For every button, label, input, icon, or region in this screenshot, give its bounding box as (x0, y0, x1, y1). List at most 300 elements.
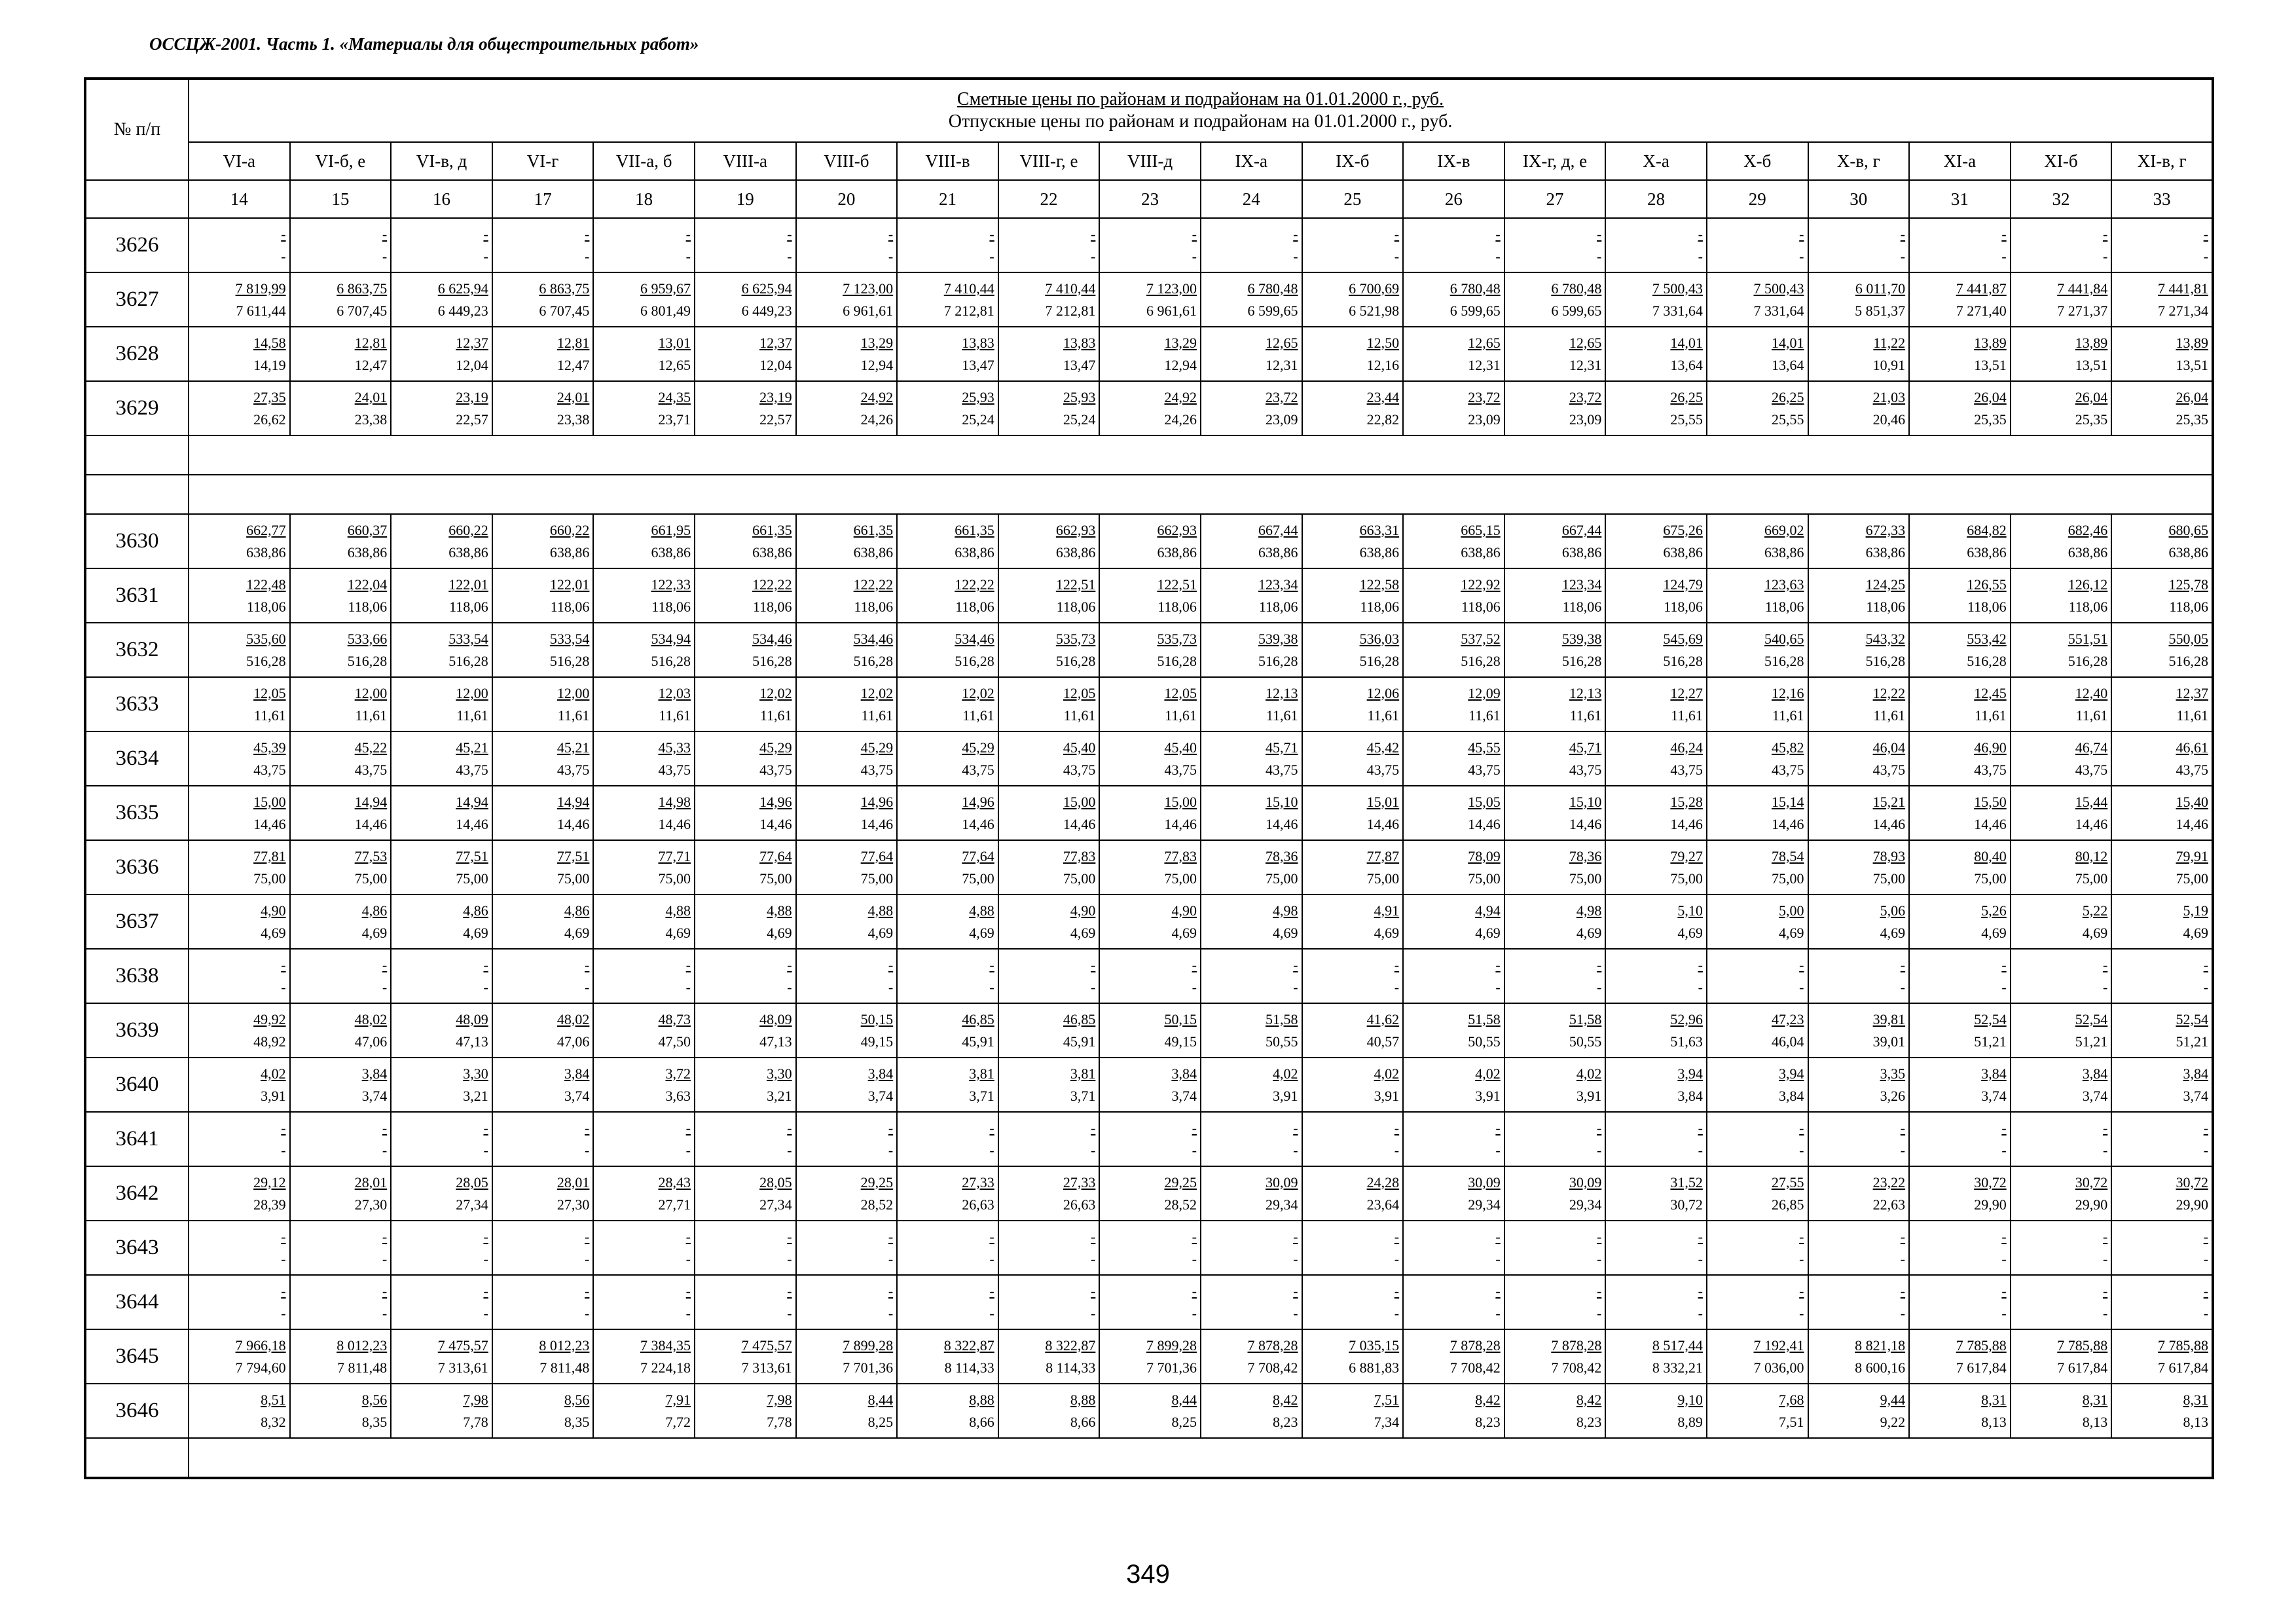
region-header: IX-б (1302, 142, 1404, 180)
price-cell (695, 1058, 796, 1112)
row-number: 3632 (85, 623, 189, 677)
release-price: - (585, 1250, 590, 1267)
estimate-price: 5,00 (1779, 902, 1804, 919)
estimate-price: - (787, 1119, 792, 1136)
estimate-price: 25,93 (962, 388, 994, 405)
release-price: 46,04 (1772, 1033, 1804, 1050)
row-number-header: № п/п (85, 79, 189, 180)
release-price: 14,46 (2176, 815, 2209, 832)
estimate-price: 29,25 (860, 1173, 894, 1190)
estimate-price: 13,01 (658, 334, 691, 351)
estimate-price: 4,98 (1273, 902, 1298, 919)
estimate-price: 12,65 (1569, 334, 1602, 351)
release-price: 23,64 (1366, 1196, 1400, 1213)
estimate-price: 26,25 (1670, 388, 1703, 405)
estimate-price: 123,63 (1764, 576, 1804, 593)
price-cell (1504, 1003, 1606, 1058)
estimate-price: 23,22 (1872, 1173, 1906, 1190)
release-price: 14,46 (1468, 815, 1501, 832)
price-cell (1403, 1275, 1504, 1329)
row-number: 3634 (85, 731, 189, 786)
release-price: 516,28 (651, 652, 691, 669)
estimate-price: 675,26 (1663, 521, 1703, 538)
estimate-price: 15,50 (1974, 793, 2007, 810)
release-price: 13,47 (1063, 356, 1096, 373)
estimate-price: 3,84 (1981, 1065, 2007, 1082)
release-price: 14,46 (1772, 815, 1804, 832)
estimate-price: 46,90 (1974, 739, 2007, 756)
estimate-price: - (1698, 1228, 1703, 1245)
price-cell (897, 840, 998, 895)
price-cell (189, 1166, 290, 1221)
column-number-cell (85, 180, 189, 218)
release-price: 43,75 (1772, 761, 1804, 778)
release-price: 3,91 (1374, 1087, 1400, 1104)
price-cell (1504, 272, 1606, 327)
release-price: 516,28 (853, 652, 894, 669)
price-cell (1605, 381, 1707, 435)
price-cell (391, 1384, 492, 1438)
price-cell (1201, 623, 1302, 677)
release-price: - (585, 1141, 590, 1158)
price-cell (1808, 218, 1910, 272)
estimate-price: 7,51 (1374, 1391, 1400, 1408)
estimate-price: 15,00 (1063, 793, 1096, 810)
estimate-price: 21,03 (1872, 388, 1906, 405)
estimate-price: 12,37 (456, 334, 488, 351)
price-cell (1201, 895, 1302, 949)
release-price: 23,38 (556, 411, 590, 428)
estimate-price: - (1596, 956, 1602, 973)
price-cell (1403, 327, 1504, 381)
estimate-price: 4,02 (261, 1065, 286, 1082)
release-price: 7 708,42 (1247, 1359, 1298, 1376)
price-cell (1707, 1112, 1808, 1166)
price-cell (290, 514, 392, 568)
price-cell (2011, 514, 2112, 568)
estimate-price: - (585, 1282, 590, 1299)
price-cell (897, 731, 998, 786)
estimate-price: - (685, 1282, 691, 1299)
price-cell (998, 623, 1100, 677)
table-title-row (85, 79, 2213, 142)
price-cell (492, 1221, 594, 1275)
release-price: - (989, 248, 994, 265)
price-cell (1302, 731, 1404, 786)
estimate-price: 534,46 (752, 630, 792, 647)
price-cell (1403, 1384, 1504, 1438)
region-header: VIII-г, е (998, 142, 1100, 180)
column-number: 19 (695, 180, 796, 218)
release-price: 7 271,37 (2057, 302, 2108, 319)
price-cell (1504, 623, 1606, 677)
estimate-price: 15,05 (1468, 793, 1501, 810)
price-cell (998, 568, 1100, 623)
estimate-price: 77,83 (1164, 847, 1197, 864)
price-cell (998, 381, 1100, 435)
estimate-price: 7 441,84 (2057, 280, 2108, 297)
release-price: 8,66 (969, 1413, 994, 1430)
estimate-price: 12,40 (2075, 684, 2108, 701)
release-price: - (1091, 1141, 1096, 1158)
release-price: 28,52 (1164, 1196, 1197, 1213)
estimate-price: 682,46 (2068, 521, 2108, 538)
price-cell (391, 731, 492, 786)
price-cell (1707, 327, 1808, 381)
price-cell (695, 731, 796, 786)
estimate-price: 7 123,00 (1146, 280, 1197, 297)
release-price: 12,04 (759, 356, 792, 373)
price-cell (492, 1275, 594, 1329)
price-cell (1808, 327, 1910, 381)
release-price: 7,72 (665, 1413, 691, 1430)
release-price: 11,61 (759, 707, 792, 724)
price-cell (1605, 1003, 1707, 1058)
estimate-price: - (888, 225, 894, 242)
release-price: - (1091, 978, 1096, 995)
release-price: 4,69 (2082, 924, 2108, 941)
release-price: 4,69 (867, 924, 894, 941)
release-price: - (2203, 1141, 2209, 1158)
price-cell (2011, 677, 2112, 731)
price-cell (1707, 895, 1808, 949)
estimate-price: 15,10 (1266, 793, 1298, 810)
release-price: 75,00 (1974, 870, 2007, 887)
release-price: 118,06 (348, 598, 388, 615)
release-price: 13,51 (2176, 356, 2209, 373)
release-price: 29,34 (1266, 1196, 1298, 1213)
price-cell (1403, 1166, 1504, 1221)
estimate-price: 8,31 (1981, 1391, 2007, 1408)
price-cell (492, 949, 594, 1003)
release-price: 7 331,64 (1753, 302, 1804, 319)
table-row (85, 623, 2213, 677)
estimate-price: 4,90 (1171, 902, 1197, 919)
estimate-price: 122,51 (1157, 576, 1197, 593)
table-row (85, 1221, 2213, 1275)
region-header: IX-в (1403, 142, 1504, 180)
release-price: 14,19 (253, 356, 286, 373)
estimate-price: 7 785,88 (2057, 1337, 2108, 1354)
row-number: 3633 (85, 677, 189, 731)
estimate-price: 535,73 (1055, 630, 1096, 647)
price-cell (897, 218, 998, 272)
price-cell (2111, 677, 2213, 731)
price-cell (391, 218, 492, 272)
estimate-price: - (483, 956, 488, 973)
price-cell (998, 840, 1100, 895)
estimate-price: - (281, 956, 286, 973)
estimate-price: 51,58 (1569, 1010, 1602, 1027)
price-cell (1605, 327, 1707, 381)
price-cell (2011, 1058, 2112, 1112)
release-price: 516,28 (1055, 652, 1096, 669)
region-header: VI-а (189, 142, 290, 180)
price-cell (1707, 1003, 1808, 1058)
estimate-price: 12,00 (556, 684, 590, 701)
estimate-price: 8,44 (1171, 1391, 1197, 1408)
price-cell (189, 1003, 290, 1058)
release-price: 11,61 (1569, 707, 1602, 724)
release-price: 11,61 (253, 707, 286, 724)
release-price: 14,46 (1164, 815, 1197, 832)
price-cell (1808, 1329, 1910, 1384)
price-cell (391, 272, 492, 327)
price-cell (1808, 381, 1910, 435)
estimate-price: 11,22 (1873, 334, 1906, 351)
price-cell (290, 895, 392, 949)
release-price: 638,86 (1663, 544, 1703, 561)
price-cell (1403, 1112, 1504, 1166)
price-cell (1201, 949, 1302, 1003)
release-price: 8 114,33 (1046, 1359, 1096, 1376)
release-price: 26,63 (1063, 1196, 1096, 1213)
estimate-price: 45,82 (1772, 739, 1804, 756)
estimate-price: 3,81 (969, 1065, 994, 1082)
price-cell (1605, 786, 1707, 840)
release-price: 4,69 (1779, 924, 1804, 941)
release-price: 43,75 (1569, 761, 1602, 778)
estimate-price: 48,02 (354, 1010, 388, 1027)
estimate-price: 8,31 (2082, 1391, 2108, 1408)
price-cell (593, 623, 695, 677)
estimate-price: 48,02 (556, 1010, 590, 1027)
estimate-price: 26,04 (2176, 388, 2209, 405)
release-price: 118,06 (955, 598, 994, 615)
release-price: - (1495, 1304, 1501, 1321)
estimate-price: 80,40 (1974, 847, 2007, 864)
estimate-price: - (1293, 1119, 1298, 1136)
estimate-price: 663,31 (1359, 521, 1400, 538)
release-price: 14,46 (962, 815, 994, 832)
estimate-price: - (1799, 1228, 1804, 1245)
price-cell (695, 840, 796, 895)
estimate-price: 550,05 (2168, 630, 2209, 647)
release-price: - (1091, 1250, 1096, 1267)
price-cell (189, 1329, 290, 1384)
price-cell (593, 1221, 695, 1275)
release-price: 13,47 (962, 356, 994, 373)
price-cell (1605, 1166, 1707, 1221)
estimate-price: 8,42 (1273, 1391, 1298, 1408)
release-price: - (281, 248, 286, 265)
estimate-price: 48,73 (658, 1010, 691, 1027)
column-number: 28 (1605, 180, 1707, 218)
release-price: 29,90 (2075, 1196, 2108, 1213)
release-price: - (1799, 978, 1804, 995)
estimate-price: 533,66 (347, 630, 388, 647)
estimate-price: 41,62 (1366, 1010, 1400, 1027)
column-number: 20 (796, 180, 898, 218)
release-price: 12,47 (354, 356, 388, 373)
estimate-price: 122,01 (448, 576, 488, 593)
release-price: 43,75 (860, 761, 894, 778)
price-cell (189, 514, 290, 568)
estimate-price: - (1091, 225, 1096, 242)
blank-row (85, 435, 2213, 475)
estimate-price: - (483, 1282, 488, 1299)
release-price: 6 961,61 (1146, 302, 1197, 319)
release-price: 8,23 (1475, 1413, 1501, 1430)
estimate-price: 51,58 (1468, 1010, 1501, 1027)
estimate-price: 45,71 (1266, 739, 1298, 756)
price-cell (391, 1003, 492, 1058)
estimate-price: 13,83 (962, 334, 994, 351)
estimate-price: 8,42 (1475, 1391, 1501, 1408)
price-cell (998, 1058, 1100, 1112)
release-price: - (1091, 248, 1096, 265)
price-cell (1302, 272, 1404, 327)
price-cell (1605, 514, 1707, 568)
release-price: 516,28 (448, 652, 488, 669)
price-cell (391, 786, 492, 840)
price-cell (2111, 949, 2213, 1003)
release-price: - (1495, 1141, 1501, 1158)
estimate-price: 8,56 (361, 1391, 388, 1408)
price-cell (1909, 381, 2011, 435)
column-number: 31 (1909, 180, 2011, 218)
column-number: 16 (391, 180, 492, 218)
estimate-price: 8,31 (2183, 1391, 2209, 1408)
release-price: - (888, 248, 894, 265)
estimate-price: - (382, 1228, 388, 1245)
release-price: - (1596, 248, 1602, 265)
price-cell (1909, 272, 2011, 327)
release-price: - (1799, 1304, 1804, 1321)
estimate-price: 52,54 (2075, 1010, 2108, 1027)
estimate-price: - (1900, 1228, 1906, 1245)
price-cell (1099, 514, 1201, 568)
price-cell (593, 218, 695, 272)
estimate-price: 122,04 (347, 576, 388, 593)
release-price: - (1799, 1141, 1804, 1158)
price-cell (695, 1112, 796, 1166)
estimate-price: 3,30 (463, 1065, 488, 1082)
release-price: 7 708,42 (1551, 1359, 1602, 1376)
estimate-price: - (1596, 1119, 1602, 1136)
release-price: 45,91 (962, 1033, 994, 1050)
price-cell (1808, 786, 1910, 840)
column-number: 27 (1504, 180, 1606, 218)
estimate-price: 8,56 (564, 1391, 590, 1408)
column-number: 17 (492, 180, 594, 218)
row-number: 3631 (85, 568, 189, 623)
release-price: 23,09 (1468, 411, 1501, 428)
release-price: 22,57 (759, 411, 792, 428)
release-price: - (2102, 1141, 2108, 1158)
price-cell (1099, 218, 1201, 272)
price-cell (1302, 786, 1404, 840)
estimate-price: - (483, 1228, 488, 1245)
price-cell (1403, 218, 1504, 272)
release-price: 7 701,36 (1146, 1359, 1197, 1376)
release-price: 7,34 (1374, 1413, 1400, 1430)
release-price: 4,69 (1171, 924, 1197, 941)
price-cell (2011, 895, 2112, 949)
release-price: 3,74 (1981, 1087, 2007, 1104)
price-cell (290, 218, 392, 272)
release-price: 8,35 (564, 1413, 590, 1430)
price-cell (593, 949, 695, 1003)
release-price: 8,32 (261, 1413, 286, 1430)
release-price: - (281, 978, 286, 995)
release-price: 118,06 (752, 598, 792, 615)
release-price: 25,35 (2176, 411, 2209, 428)
price-cell (1707, 1384, 1808, 1438)
estimate-price: - (787, 956, 792, 973)
estimate-price: - (1495, 1282, 1501, 1299)
release-price: - (2001, 1250, 2007, 1267)
release-price: 7 811,48 (539, 1359, 590, 1376)
table-row (85, 895, 2213, 949)
price-cell (1201, 514, 1302, 568)
release-price: 43,75 (759, 761, 792, 778)
price-cell (796, 218, 898, 272)
release-price: 43,75 (253, 761, 286, 778)
price-cell (1504, 840, 1606, 895)
estimate-price: 535,73 (1157, 630, 1197, 647)
release-price: - (483, 248, 488, 265)
estimate-price: 3,72 (665, 1065, 691, 1082)
release-price: 43,75 (1366, 761, 1400, 778)
estimate-price: 122,22 (955, 576, 994, 593)
price-cell (2111, 895, 2213, 949)
table-row (85, 731, 2213, 786)
estimate-price: 52,54 (2176, 1010, 2209, 1027)
table-row (85, 786, 2213, 840)
estimate-price: 77,53 (354, 847, 388, 864)
price-cell (1909, 1112, 2011, 1166)
estimate-price: - (2102, 1282, 2108, 1299)
release-price: 638,86 (1967, 544, 2007, 561)
release-price: 5 851,37 (1855, 302, 1906, 319)
estimate-price: - (483, 225, 488, 242)
release-price: 27,30 (354, 1196, 388, 1213)
estimate-price: 669,02 (1764, 521, 1804, 538)
price-cell (1707, 1058, 1808, 1112)
price-cell (1808, 1166, 1910, 1221)
estimate-price: - (585, 956, 590, 973)
price-cell (1909, 1384, 2011, 1438)
release-price: 75,00 (2176, 870, 2209, 887)
release-price: 26,62 (253, 411, 286, 428)
release-price: 25,24 (1063, 411, 1096, 428)
price-cell (593, 677, 695, 731)
estimate-price: 28,05 (759, 1173, 792, 1190)
estimate-price: 7 410,44 (1045, 280, 1096, 297)
release-price: 9,22 (1880, 1413, 1906, 1430)
estimate-price: 125,78 (2168, 576, 2209, 593)
price-cell (1302, 1003, 1404, 1058)
estimate-price: - (1394, 1228, 1400, 1245)
release-price: 516,28 (1663, 652, 1703, 669)
price-cell (897, 786, 998, 840)
release-price: 14,46 (354, 815, 388, 832)
release-price: 638,86 (1157, 544, 1197, 561)
price-cell (1099, 895, 1201, 949)
price-cell (1605, 949, 1707, 1003)
release-price: 118,06 (2169, 598, 2209, 615)
release-price: 7 313,61 (741, 1359, 792, 1376)
release-price: 11,61 (2075, 707, 2108, 724)
release-price: 516,28 (955, 652, 994, 669)
estimate-price: 15,01 (1366, 793, 1400, 810)
release-price: 13,64 (1772, 356, 1804, 373)
estimate-price: - (1091, 1228, 1096, 1245)
region-header: IX-а (1201, 142, 1302, 180)
release-price: - (1192, 1250, 1197, 1267)
price-cell (2111, 381, 2213, 435)
